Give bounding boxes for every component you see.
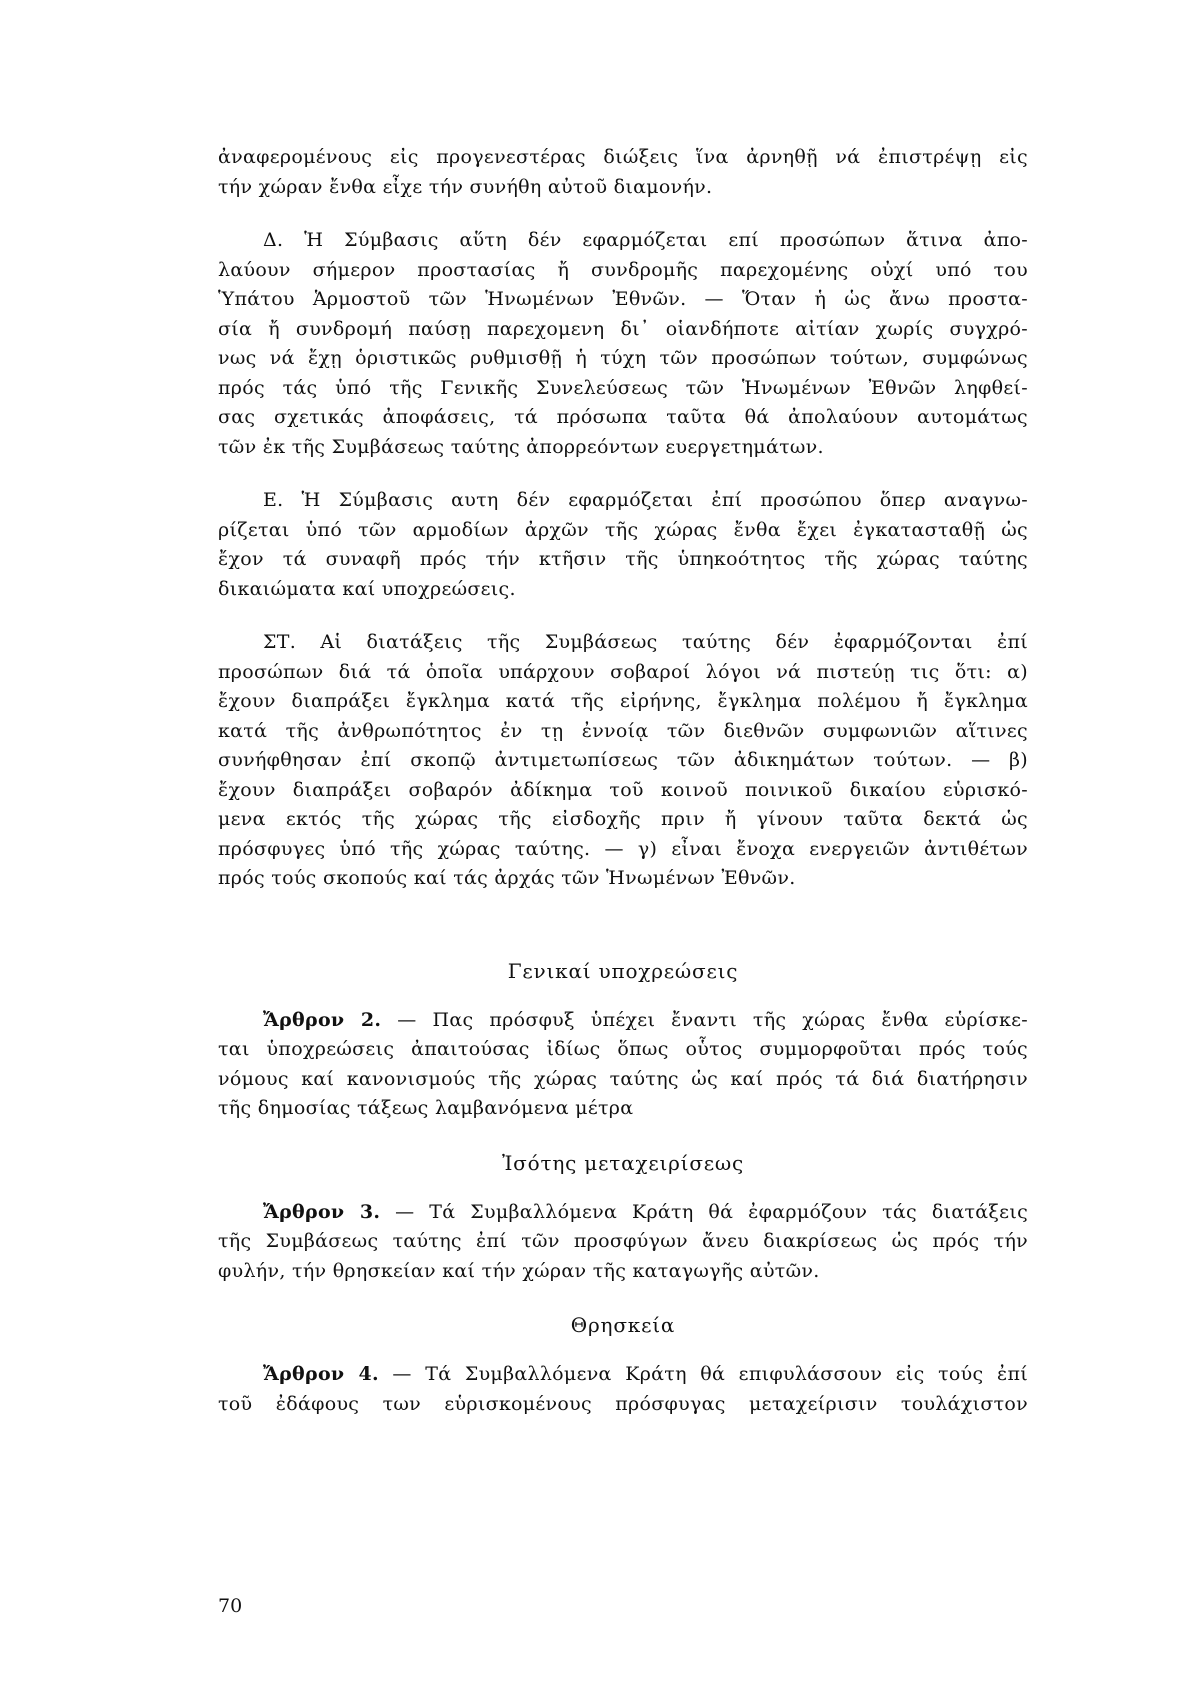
text-line: συνήφθησαν ἐπί σκοπῷ ἀντιμετωπίσεως τῶν ἀδικημάτων τούτων. — β) bbox=[218, 749, 1028, 771]
paragraph-intro bbox=[218, 143, 1028, 202]
text-line bbox=[218, 1360, 1028, 1390]
article-label: Ἄρθρον 3. bbox=[263, 1200, 381, 1223]
section-heading: Θρησκεία bbox=[570, 1313, 676, 1337]
text-line: Ὑπάτου Ἁρμοστοῦ τῶν Ἡνωμένων Ἐθνῶν. — Ὅταν ἡ ὡς ἄνω προστα- bbox=[218, 288, 1028, 310]
paragraph-epsilon bbox=[218, 486, 1028, 604]
text-line bbox=[218, 1006, 1028, 1036]
text-line: σας σχετικάς ἀποφάσεις, τά πρόσωπα ταῦτα θά ἀπολαύουν αυτομάτως bbox=[218, 406, 1028, 428]
text-line: ται ὑποχρεώσεις ἀπαιτούσας ἰδίως ὅπως οὗτος συμμορφοῦται πρός τούς bbox=[218, 1038, 1028, 1060]
section-heading: Ἰσότης μεταχειρίσεως bbox=[501, 1150, 745, 1175]
section-general-obligations bbox=[218, 956, 1028, 1124]
section-equal-treatment bbox=[218, 1148, 1028, 1287]
text-line: σία ἤ συνδρομή παύσῃ παρεχομενη δι᾿ οἱανδήποτε αἰτίαν χωρίς συγχρό- bbox=[218, 317, 1028, 340]
text-line: ἀναφερομένους εἰς προγενεστέρας διώξεις ἵνα ἀρνηθῇ νά ἐπιστρέψῃ εἰς bbox=[218, 146, 1028, 168]
text-line: ἔχον τά συναφῆ πρός τήν κτῆσιν τῆς ὑπηκοότητος τῆς χώρας ταύτης bbox=[218, 548, 1028, 570]
text-line: ἔχουν διαπράξει σοβαρόν ἀδίκημα τοῦ κοινοῦ ποινικοῦ δικαίου εὑρισκό- bbox=[218, 778, 1028, 801]
text-line: τῆς Συμβάσεως ταύτης ἐπί τῶν προσφύγων ἄνευ διακρίσεως ὡς πρός τήν bbox=[218, 1230, 1028, 1252]
text-line: Δ. Ἡ Σύμβασις αὕτη δέν εφαρμόζεται επί προσώπων ἅτινα ἀπο- bbox=[263, 229, 1028, 251]
page-number: 70 bbox=[218, 1595, 243, 1617]
document-page bbox=[218, 143, 1028, 1419]
article-label: Ἄρθρον 2. bbox=[263, 1008, 382, 1031]
paragraph-delta bbox=[218, 226, 1028, 462]
text-line: Ε. Ἡ Σύμβασις αυτη δέν εφαρμόζεται ἐπί προσώπου ὅπερ αναγνω- bbox=[263, 489, 1028, 511]
section-heading: Γενικαί υποχρεώσεις bbox=[507, 958, 739, 983]
paragraph-st bbox=[218, 628, 1028, 894]
text-line: ΣΤ. Αἱ διατάξεις τῆς Συμβάσεως ταύτης δέν ἐφαρμόζονται ἐπί bbox=[263, 631, 1028, 653]
text-line: πρόσφυγες ὑπό τῆς χώρας ταύτης. — γ) εἶναι ἔνοχα ενεργειῶν ἀντιθέτων bbox=[218, 837, 1028, 860]
text-line: νόμους καί κανονισμούς τῆς χώρας ταύτης ὡς καί πρός τά διά διατήρησιν bbox=[218, 1067, 1028, 1090]
text-span: — Πας πρόσφυξ ὑπέχει ἔναντι τῆς χώρας ἔνθα εὑρίσκε- bbox=[381, 1008, 1028, 1031]
text-line: φυλήν, τήν θρησκείαν καί τήν χώραν τῆς καταγωγῆς αὐτῶν. bbox=[218, 1259, 820, 1282]
text-line: τῆς δημοσίας τάξεως λαμβανόμενα μέτρα bbox=[218, 1097, 634, 1119]
text-span: — Τά Συμβαλλόμενα Κράτη θά ἐφαρμόζουν τάς διατάξεις bbox=[380, 1200, 1029, 1223]
text-line: δικαιώματα καί υποχρεώσεις. bbox=[218, 577, 516, 600]
text-span: — Τά Συμβαλλόμενα Κράτη θά επιφυλάσσουν εἰς τούς ἐπί bbox=[378, 1363, 1028, 1385]
text-line bbox=[218, 1198, 1028, 1228]
article-label: Ἄρθρον 4. bbox=[263, 1363, 379, 1385]
text-line: ἔχουν διαπράξει ἔγκλημα κατά τῆς εἰρήνης, ἔγκλημα πολέμου ἤ ἔγκλημα bbox=[218, 690, 1028, 712]
text-line: τήν χώραν ἔνθα εἶχε τήν συνήθη αὐτοῦ διαμονήν. bbox=[218, 175, 713, 198]
text-line: κατά τῆς ἀνθρωπότητος ἐν τῃ ἐννοίᾳ τῶν διεθνῶν συμφωνιῶν αἵτινες bbox=[218, 719, 1028, 742]
section-religion bbox=[218, 1310, 1028, 1419]
text-line: μενα εκτός τῆς χώρας τῆς εἰσδοχῆς πριν ἤ γίνουν ταῦτα δεκτά ὡς bbox=[218, 808, 1028, 830]
text-line: πρός τούς σκοπούς καί τάς ἀρχάς τῶν Ἡνωμένων Ἐθνῶν. bbox=[218, 867, 796, 889]
text-line: ρίζεται ὑπό τῶν αρμοδίων ἀρχῶν τῆς χώρας ἔνθα ἔχει ἐγκατασταθῇ ὡς bbox=[218, 518, 1028, 541]
text-line: νως νά ἔχῃ ὁριστικῶς ρυθμισθῇ ἡ τύχη τῶν προσώπων τούτων, συμφώνως bbox=[218, 347, 1028, 369]
text-line: πρός τάς ὑπό τῆς Γενικῆς Συνελεύσεως τῶν Ἡνωμένων Ἐθνῶν ληφθεί- bbox=[218, 376, 1028, 399]
text-line: λαύουν σήμερον προστασίας ἤ συνδρομῆς παρεχομένης οὐχί υπό του bbox=[218, 258, 1028, 281]
text-line: προσώπων διά τά ὁποῖα υπάρχουν σοβαροί λόγοι νά πιστεύῃ τις ὅτι: α) bbox=[218, 660, 1028, 683]
text-line: τῶν ἐκ τῆς Συμβάσεως ταύτης ἀπορρεόντων ευεργετημάτων. bbox=[218, 435, 824, 458]
text-line: τοῦ ἐδάφους των εὑρισκομένους πρόσφυγας μεταχείρισιν τουλάχιστον bbox=[218, 1392, 1028, 1415]
